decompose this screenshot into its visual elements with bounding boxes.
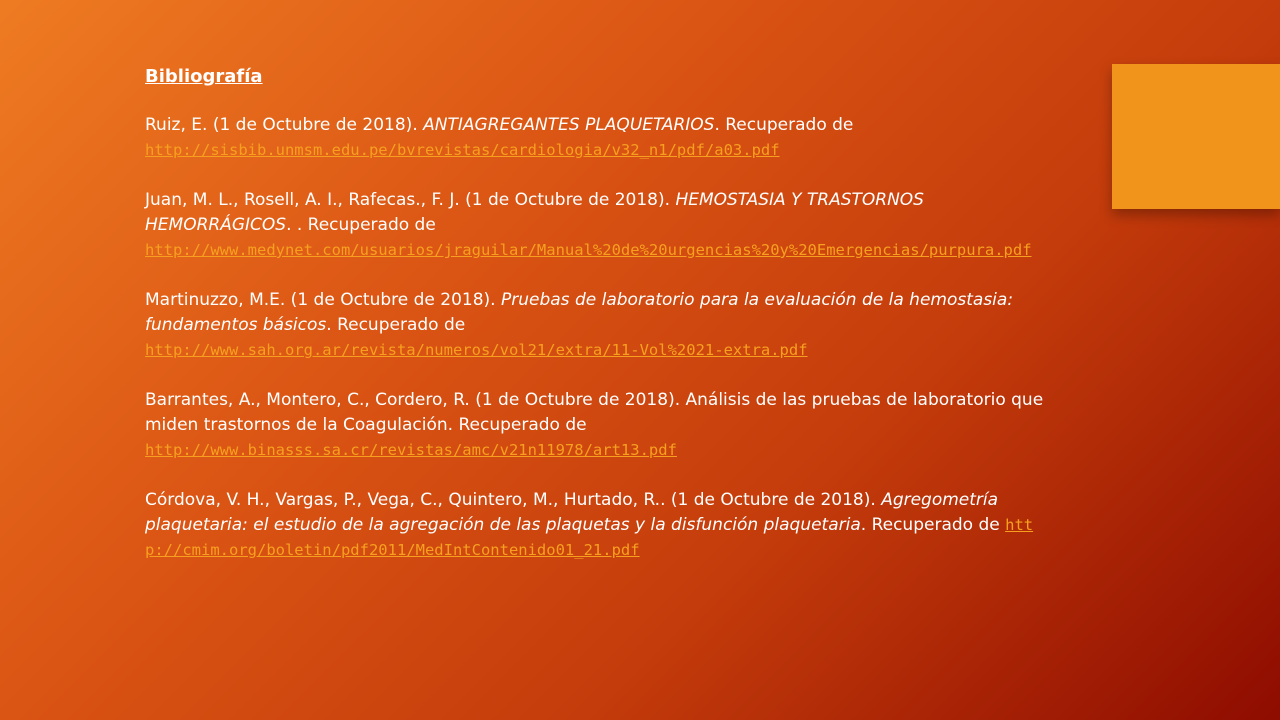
reference-work-title: Agregometría plaquetaria: el estudio de la agregación de las plaquetas y la disfunción plaquetaria	[145, 490, 999, 535]
reference-item	[145, 388, 1060, 463]
bibliography-title: Bibliografía	[145, 66, 263, 87]
reference-work-title: Análisis de las pruebas de laboratorio que miden trastornos de la Coagulación. Recuperado de	[145, 390, 1044, 435]
reference-link[interactable]: http://www.sah.org.ar/revista/numeros/vol21/extra/11-Vol%2021-extra.pdf	[145, 341, 808, 359]
reference-retrieved-label: . Recuperado de	[714, 115, 854, 135]
reference-retrieved-label: . Recuperado de	[860, 515, 1006, 535]
reference-authors: Martinuzzo, M.E. (1 de Octubre de 2018).	[145, 290, 501, 310]
reference-item	[145, 188, 1060, 263]
reference-link[interactable]: http://www.binasss.sa.cr/revistas/amc/v21n11978/art13.pdf	[145, 441, 677, 459]
reference-work-title: HEMOSTASIA Y TRASTORNOS HEMORRÁGICOS	[145, 190, 924, 235]
reference-authors: Ruiz, E. (1 de Octubre de 2018).	[145, 115, 424, 135]
reference-item	[145, 488, 1060, 563]
reference-authors: Juan, M. L., Rosell, A. I., Rafecas., F. J. (1 de Octubre de 2018).	[145, 190, 676, 210]
accent-block	[1112, 64, 1280, 209]
reference-link[interactable]: http://www.medynet.com/usuarios/jraguilar/Manual%20de%20urgencias%20y%20Emergencias/purpura.pdf	[145, 241, 1032, 259]
reference-authors: Córdova, V. H., Vargas, P., Vega, C., Quintero, M., Hurtado, R.. (1 de Octubre de 2018).	[145, 490, 882, 510]
reference-authors: Barrantes, A., Montero, C., Cordero, R. (1 de Octubre de 2018).	[145, 390, 686, 410]
reference-work-title: ANTIAGREGANTES PLAQUETARIOS	[423, 115, 715, 135]
bibliography-section	[145, 64, 1060, 588]
reference-retrieved-label: . Recuperado de	[326, 315, 466, 335]
reference-item	[145, 113, 1060, 163]
reference-retrieved-label: . . Recuperado de	[286, 215, 436, 235]
reference-item	[145, 288, 1060, 363]
reference-link[interactable]: http://sisbib.unmsm.edu.pe/bvrevistas/cardiologia/v32_n1/pdf/a03.pdf	[145, 141, 780, 159]
reference-work-title: Pruebas de laboratorio para la evaluación de la hemostasia: fundamentos básicos	[145, 290, 1014, 335]
reference-link[interactable]: http://cmim.org/boletin/pdf2011/MedIntContenido01_21.pdf	[145, 516, 1034, 559]
